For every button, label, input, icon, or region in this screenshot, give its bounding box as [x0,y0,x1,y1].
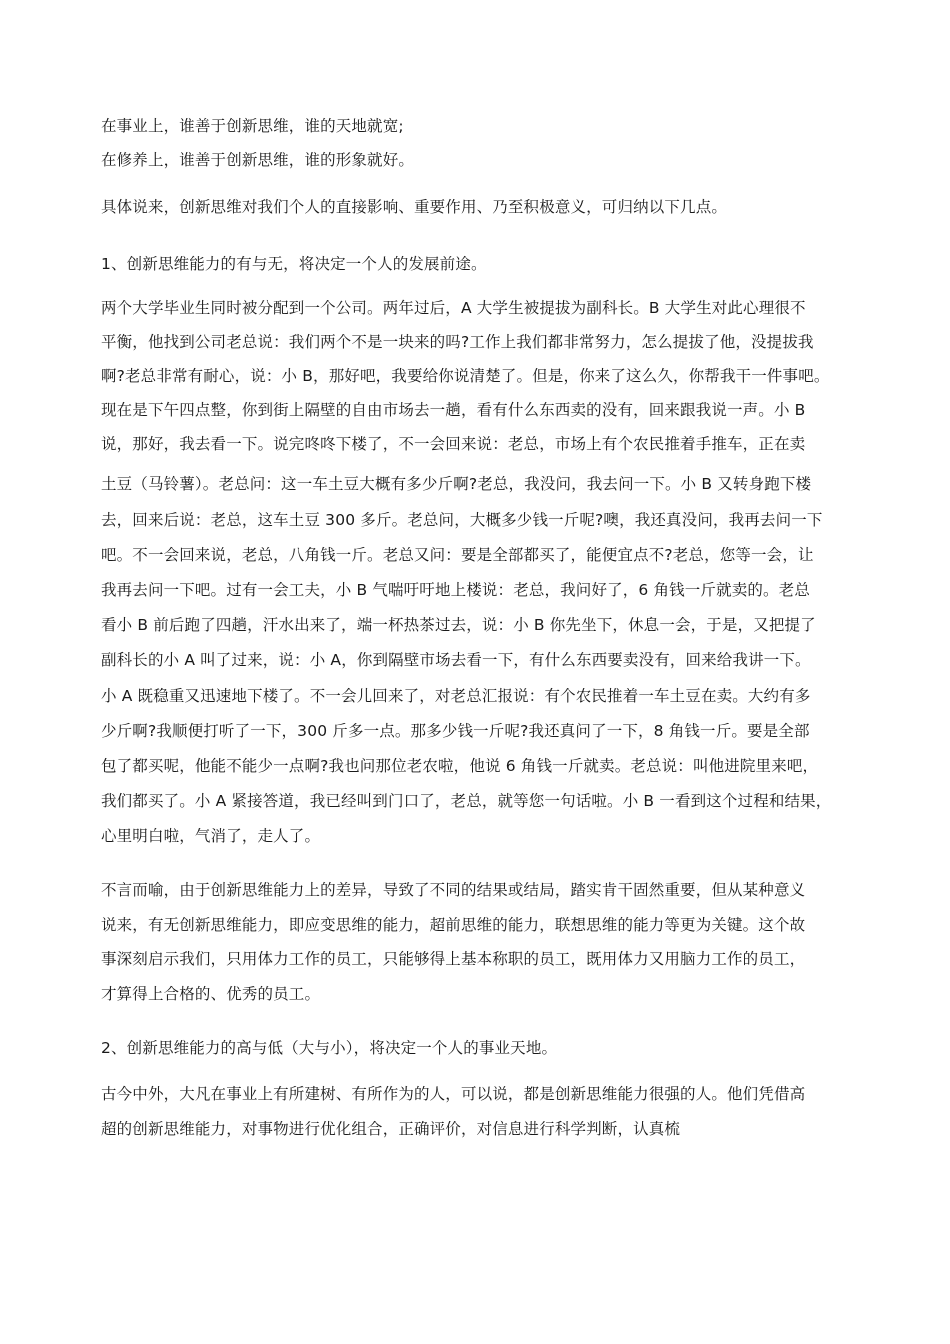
section-heading: 1、创新思维能力的有与无，将决定一个人的发展前途。 [101,255,487,273]
paragraph-line: 才算得上合格的、优秀的员工。 [101,985,321,1003]
section-heading: 2、创新思维能力的高与低（大与小），将决定一个人的事业天地。 [101,1039,558,1057]
paragraph-line: 两个大学毕业生同时被分配到一个公司。两年过后，A 大学生被提拔为副科长。B 大学生对此心理很不 [101,299,806,317]
paragraph-line: 吧。不一会回来说，老总，八角钱一斤。老总又问：要是全部都买了，能便宜点不?老总，您等一会，让 [101,546,814,564]
paragraph-line: 小 A 既稳重又迅速地下楼了。不一会儿回来了，对老总汇报说：有个农民推着一车土豆在卖。大约有多 [101,687,811,705]
paragraph-line: 说来，有无创新思维能力，即应变思维的能力，超前思维的能力，联想思维的能力等更为关键。这个故 [101,916,806,934]
paragraph-line: 现在是下午四点整，你到街上隔壁的自由市场去一趟，看有什么东西卖的没有，回来跟我说一声。小 B [101,401,806,419]
paragraph-line: 说，那好，我去看一下。说完咚咚下楼了，不一会回来说：老总，市场上有个农民推着手推车，正在卖 [101,435,806,453]
paragraph-line: 土豆（马铃薯）。老总问：这一车土豆大概有多少斤啊?老总，我没问，我去问一下。小 B 又转身跑下楼 [101,475,812,493]
paragraph-line: 平衡，他找到公司老总说：我们两个不是一块来的吗?工作上我们都非常努力，怎么提拔了他，没提拔我 [101,333,814,351]
paragraph-line: 去，回来后说：老总，这车土豆 300 多斤。老总问，大概多少钱一斤呢?噢，我还真没问，我再去问一下 [101,511,823,529]
paragraph-line: 我们都买了。小 A 紧接答道，我已经叫到门口了，老总，就等您一句话啦。小 B 一看到这个过程和结果， [101,792,832,810]
paragraph-line: 包了都买呢，他能不能少一点啊?我也问那位老农啦，他说 6 角钱一斤就卖。老总说：叫他进院里来吧， [101,757,819,775]
paragraph-line: 超的创新思维能力，对事物进行优化组合，正确评价，对信息进行科学判断，认真梳 [101,1120,681,1138]
paragraph-line: 古今中外，大凡在事业上有所建树、有所作为的人，可以说，都是创新思维能力很强的人。他们凭借高 [101,1085,806,1103]
paragraph-line: 不言而喻，由于创新思维能力上的差异，导致了不同的结果或结局，踏实肯干固然重要，但从某种意义 [101,881,806,899]
text-line: 在事业上，谁善于创新思维，谁的天地就宽; [101,117,404,135]
paragraph-line: 少斤啊?我顺便打听了一下，300 斤多一点。那多少钱一斤呢?我还真问了一下，8 角钱一斤。要是全部 [101,722,810,740]
paragraph-line: 副科长的小 A 叫了过来，说：小 A，你到隔壁市场去看一下，有什么东西要卖没有，回来给我讲一下。 [101,651,811,669]
paragraph-line: 我再去问一下吧。过有一会工夫，小 B 气喘吁吁地上楼说：老总，我问好了，6 角钱一斤就卖的。老总 [101,581,810,599]
paragraph-line: 啊?老总非常有耐心，说：小 B，那好吧，我要给你说清楚了。但是，你来了这么久，你帮我干一件事吧。 [101,367,830,385]
paragraph-line: 具体说来，创新思维对我们个人的直接影响、重要作用、乃至积极意义，可归纳以下几点。 [101,198,728,216]
paragraph-line: 看小 B 前后跑了四趟，汗水出来了，端一杯热茶过去，说：小 B 你先坐下，休息一会，于是，又把提了 [101,616,816,634]
paragraph-line: 事深刻启示我们，只用体力工作的员工，只能够得上基本称职的员工，既用体力又用脑力工作的员工， [101,950,806,968]
paragraph-line: 心里明白啦，气消了，走人了。 [101,827,321,845]
text-line: 在修养上，谁善于创新思维，谁的形象就好。 [101,151,415,169]
